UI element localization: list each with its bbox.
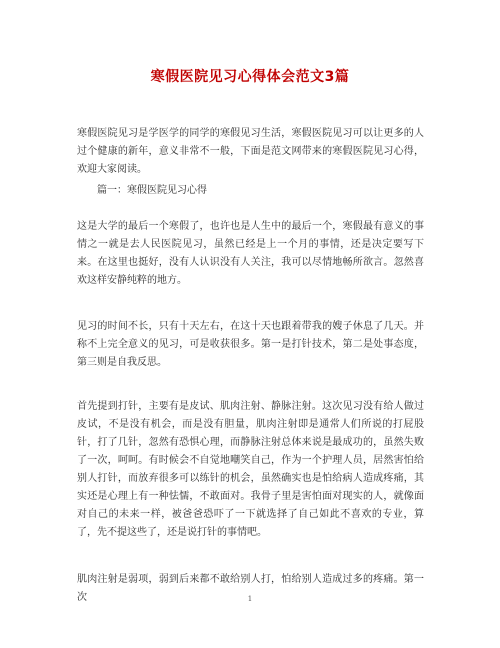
document-title: 寒假医院见习心得体会范文3篇 <box>150 69 350 85</box>
paragraph-2 <box>77 318 424 372</box>
intro-text: 寒假医院见习是学医学的同学的寒假见习生活，寒假医院见习可以让更多的人过个健康的新年，意义非常不一般，下面是范文网带来的寒假医院见习心得，欢迎大家阅读。 <box>77 128 424 175</box>
paragraph-2-text: 见习的时间不长，只有十天左右，在这十天也跟着带我的嫂子休息了几天。并称不上完全意义的见习，可是收获很多。第一是打针技术，第二是处事态度，第三则是自我反思。 <box>77 321 424 368</box>
section-heading: 篇一：寒假医院见习心得 <box>97 185 207 196</box>
paragraph-3-text: 首先提到打针，主要有是皮试、肌肉注射、静脉注射。这次见习没有给人做过皮试，不是没有机会，而是没有胆量，肌肉注射即是通常人们所说的打屁股针，打了几针，忽然有恐惧心理，而静脉注射总体来说是最成功的，虽然失败了一次，呵呵。有时候会不自觉地嘲笑自己，作为一个护理人员，居然害怕给别人打针，而放弃很多可以练针的机会，虽然确实也是怕给病人造成疼痛，其实还是心理上有一种怯懦，不敢面对。我骨子里是害怕面对现实的人，就像面对自己的未来一样，被爸爸恐吓了一下就选择了自己如此不喜欢的专业，算了，先不提这些了，还是说打针的事情吧。 <box>77 401 424 538</box>
paragraph-3 <box>77 398 424 542</box>
paragraph-1 <box>77 218 424 290</box>
page-number: 1 <box>247 595 253 603</box>
intro-paragraph <box>77 125 424 179</box>
section-heading-block <box>77 182 424 200</box>
paragraph-1-text: 这是大学的最后一个寒假了，也许也是人生中的最后一个，寒假最有意义的事情之一就是去人民医院见习，虽然已经是上一个月的事情，还是决定要写下来。在这里也挺好，没有人认识没有人关注，我可以尽情地畅所欲言。忽然喜欢这样安静纯粹的地方。 <box>77 221 424 286</box>
paragraph-4-text: 肌肉注射是弱项，弱到后来都不敢给别人打，怕给别人造成过多的疼痛。第一次 <box>77 574 424 603</box>
